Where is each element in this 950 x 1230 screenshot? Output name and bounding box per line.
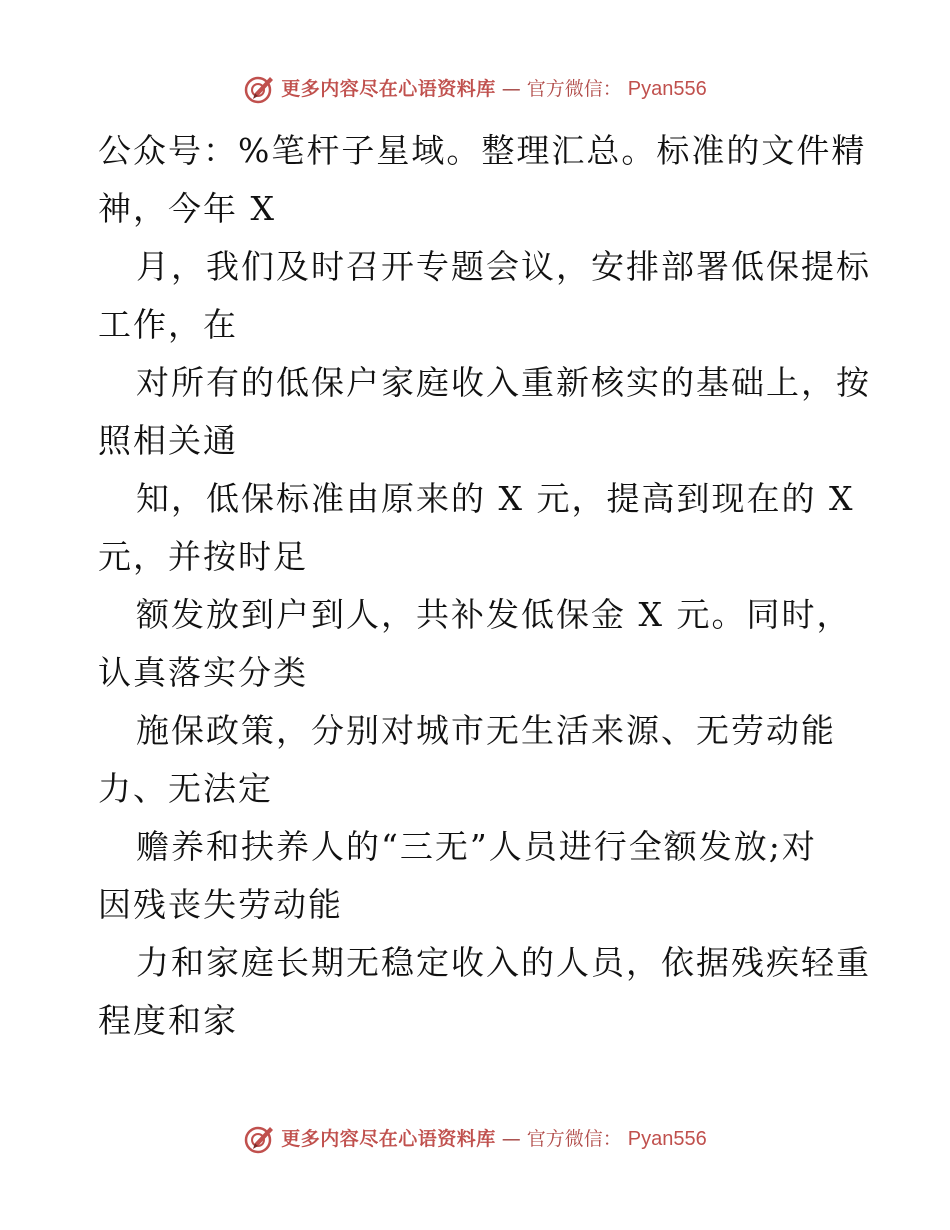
body-line: 月，我们及时召开专题会议，安排部署低保提标 <box>136 247 871 286</box>
header-watermark <box>0 72 950 106</box>
body-line: 额发放到户到人，共补发低保金 X 元。同时， <box>136 595 852 634</box>
footer-watermark <box>0 1122 950 1156</box>
body-line: 工作，在 <box>98 305 238 344</box>
watermark-dash: — <box>501 1128 521 1150</box>
body-line: 元，并按时足 <box>98 537 308 576</box>
body-line: 因残丧失劳动能 <box>98 885 343 924</box>
document-body <box>98 122 871 1050</box>
watermark-wechat-label: 官方微信： <box>526 1128 622 1150</box>
pen-logo-icon <box>243 1123 275 1155</box>
body-line: 公众号：%笔杆子星域。整理汇总。标准的文件精 <box>98 131 867 170</box>
body-line: 神，今年 X <box>98 189 276 228</box>
body-line: 知，低保标准由原来的 X 元，提高到现在的 X <box>136 479 855 518</box>
body-line: 力和家庭长期无稳定收入的人员，依据残疾轻重 <box>136 943 871 982</box>
watermark-dash: — <box>501 78 521 100</box>
pen-logo-icon <box>243 73 275 105</box>
body-line: 照相关通 <box>98 421 238 460</box>
watermark-main-text: 更多内容尽在心语资料库 <box>281 78 496 100</box>
watermark-main-text: 更多内容尽在心语资料库 <box>281 1128 496 1150</box>
watermark-wechat-id: Pyan556 <box>627 78 707 100</box>
body-line: 力、无法定 <box>98 769 273 808</box>
body-line: 程度和家 <box>98 1001 238 1040</box>
body-line: 赡养和扶养人的“三无”人员进行全额发放;对 <box>136 827 817 866</box>
body-line: 施保政策，分别对城市无生活来源、无劳动能 <box>136 711 836 750</box>
body-line: 对所有的低保户家庭收入重新核实的基础上，按 <box>136 363 871 402</box>
watermark-wechat-label: 官方微信： <box>526 78 622 100</box>
watermark-wechat-id: Pyan556 <box>627 1128 707 1150</box>
body-line: 认真落实分类 <box>98 653 308 692</box>
